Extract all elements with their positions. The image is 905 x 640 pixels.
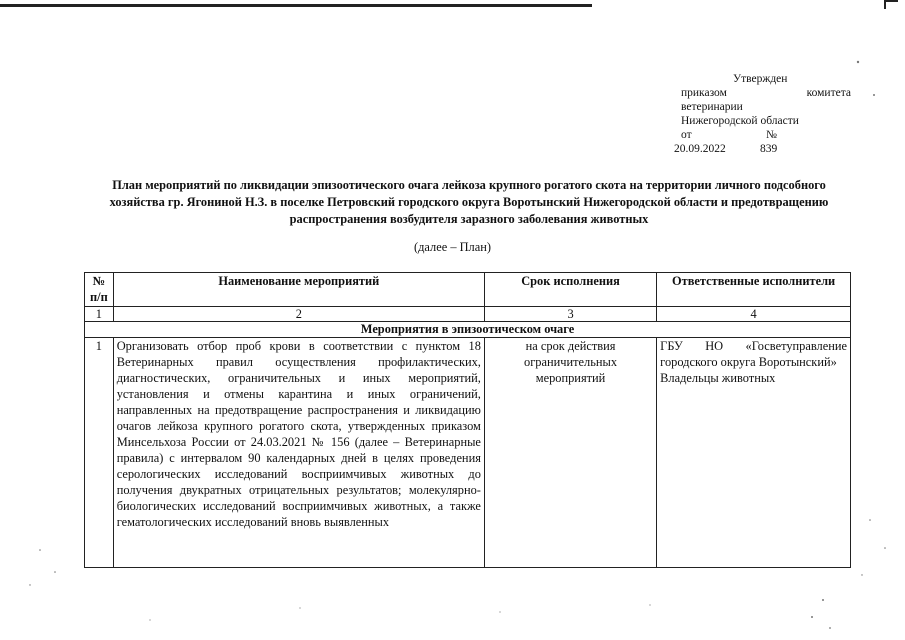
header-number: № п/п xyxy=(85,273,114,307)
column-number-2: 2 xyxy=(113,307,484,322)
approval-from-number xyxy=(681,128,851,142)
plan-subtitle: (далее – План) xyxy=(414,240,491,254)
top-border-line xyxy=(0,4,592,7)
table-header-row xyxy=(85,273,851,307)
approval-title: Утвержден xyxy=(733,73,788,85)
approval-number: 839 xyxy=(760,143,778,155)
header-term: Срок исполнения xyxy=(484,273,656,307)
section-row xyxy=(85,322,851,338)
column-number-1: 1 xyxy=(85,307,114,322)
plan-table xyxy=(84,272,851,568)
corner-scan-mark xyxy=(884,0,898,9)
header-name: Наименование мероприятий xyxy=(113,273,484,307)
approval-line-vet: ветеринарии xyxy=(681,101,743,113)
approval-date: 20.09.2022 xyxy=(674,143,726,155)
column-number-4: 4 xyxy=(657,307,851,322)
column-number-row xyxy=(85,307,851,322)
section-heading: Мероприятия в эпизоотическом очаге xyxy=(85,322,851,338)
row-measure-text: Организовать отбор проб крови в соответствии с пунктом 18 Ветеринарных правил осуществления профилактических, диагностических, ограничительных и иных мероприятий, установления и отмены карантина и иных ограничений, направленных на предотвращение распространения и ликвидацию очагов лейкоза крупного рогатого скота, утвержденных приказом Минсельхоза России от 24.03.2021 № 156 (далее – Ветеринарные правила) с интервалом 90 календарных дней в целях проведения серологических исследований восприимчивых животных до получения двукратных отрицательных результатов; молекулярно-биологических исследований восприимчивых животных, а также гематологических исследований вновь выявленных xyxy=(113,338,484,568)
header-responsible: Ответственные исполнители xyxy=(657,273,851,307)
approval-line-region: Нижегородской области xyxy=(681,115,799,127)
approval-line-order xyxy=(681,86,851,100)
approval-committee-word: комитета xyxy=(806,87,851,99)
approval-date-number xyxy=(674,142,851,156)
column-number-3: 3 xyxy=(484,307,656,322)
approval-order-word: приказом xyxy=(681,87,727,99)
approval-number-label: № xyxy=(766,129,777,141)
plan-title: План мероприятий по ликвидации эпизоотического очага лейкоза крупного рогатого скота на территории личного подсобного хозяйства гр. Ягониной Н.З. в поселке Петровский городского округа Воротынский Нижегородской области и предотвращению распространения возбудителя заразного заболевания животных xyxy=(109,178,829,226)
row-number: 1 xyxy=(85,338,114,568)
responsible-org: ГБУ НО «Госветуправление городского округа Воротынский» xyxy=(660,339,847,369)
approval-block xyxy=(674,72,851,156)
table-row xyxy=(85,338,851,568)
row-term: на срок действия ограничительных мероприятий xyxy=(484,338,656,568)
row-responsible xyxy=(657,338,851,568)
approval-from-label: от xyxy=(681,129,692,141)
responsible-owners: Владельцы животных xyxy=(660,371,776,385)
